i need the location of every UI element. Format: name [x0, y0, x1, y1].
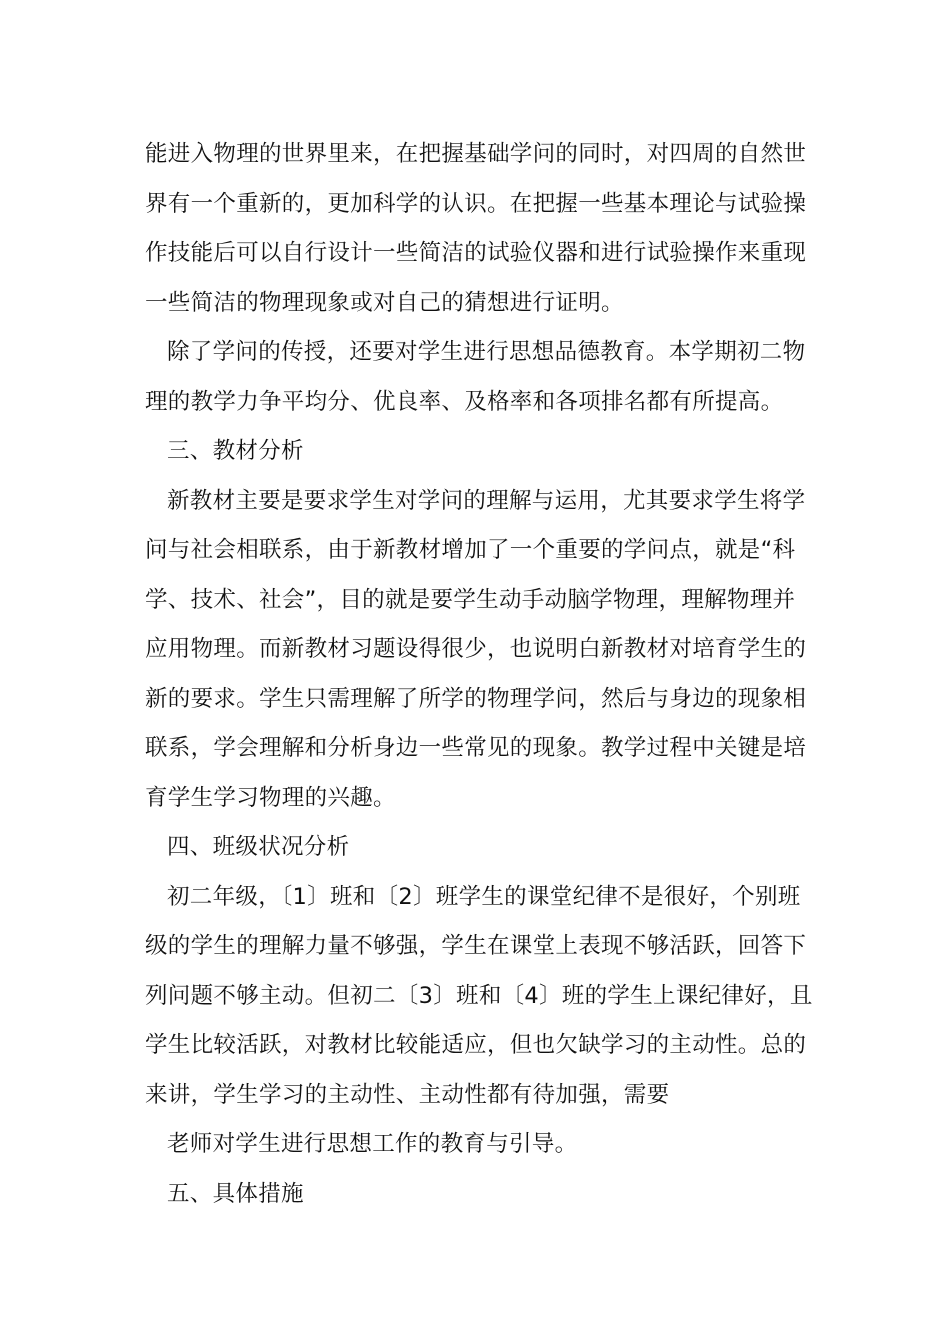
text-line: 问与社会相联系，由于新教材增加了一个重要的学问点，就是“科: [145, 537, 796, 563]
text-line: 界有一个重新的，更加科学的认识。在把握一些基本理论与试验操: [145, 190, 807, 217]
section-heading-measures: 五、具体措施: [167, 1180, 304, 1207]
section-heading-class-analysis: 四、班级状况分析: [167, 834, 350, 860]
section-heading-textbook-analysis: 三、教材分析: [167, 438, 304, 464]
text-line: 学、技术、社会”，目的就是要学生动手动脑学物理，理解物理并: [145, 586, 796, 613]
text-line: 作技能后可以自行设计一些简洁的试验仪器和进行试验操作来重现: [145, 240, 807, 266]
text-line: 联系，学会理解和分析身边一些常见的现象。教学过程中关键是培: [145, 735, 807, 761]
paragraph-start-line: 新教材主要是要求学生对学问的理解与运用，尤其要求学生将学: [167, 487, 806, 514]
text-line: 育学生学习物理的兴趣。: [145, 784, 396, 811]
text-line: 列问题不够主动。但初二〔3〕班和〔4〕班的学生上课纪律好，且: [145, 982, 813, 1009]
text-line: 一些简洁的物理现象或对自己的猜想进行证明。: [145, 289, 624, 316]
text-line: 学生比较活跃，对教材比较能适应，但也欠缺学习的主动性。总的: [145, 1032, 807, 1058]
paragraph-start-line: 除了学问的传授，还要对学生进行思想品德教育。本学期初二物: [167, 339, 806, 365]
text-line: 新的要求。学生只需理解了所学的物理学问，然后与身边的现象相: [145, 685, 807, 712]
paragraph-start-line: 初二年级，〔1〕班和〔2〕班学生的课堂纪律不是很好，个别班: [167, 883, 801, 910]
text-line: 级的学生的理解力量不够强，学生在课堂上表现不够活跃，回答下: [145, 933, 807, 959]
text-line: 应用物理。而新教材习题设得很少，也说明白新教材对培育学生的: [145, 636, 807, 662]
text-line: 老师对学生进行思想工作的教育与引导。: [167, 1131, 578, 1157]
text-line: 能进入物理的世界里来，在把握基础学问的同时，对四周的自然世: [145, 141, 807, 167]
text-line: 理的教学力争平均分、优良率、及格率和各项排名都有所提高。: [145, 388, 784, 415]
body-text: [145, 130, 813, 1219]
text-line: 来讲，学生学习的主动性、主动性都有待加强，需要: [145, 1081, 670, 1108]
